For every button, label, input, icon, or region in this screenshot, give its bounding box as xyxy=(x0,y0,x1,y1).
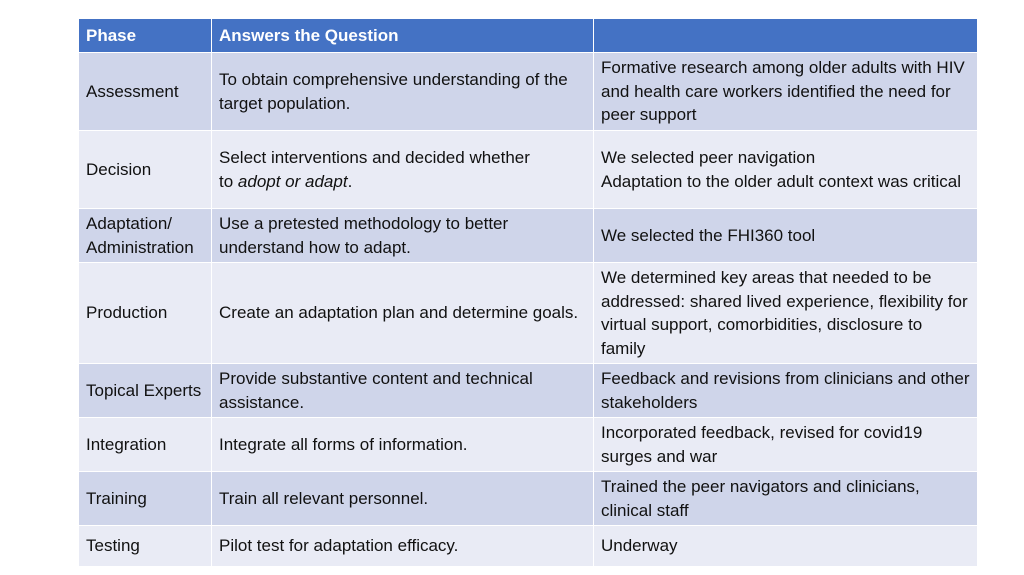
answer-line: Adaptation to the older adult context was critical xyxy=(601,171,962,191)
phase-cell: Integration xyxy=(79,418,212,472)
question-italic-text: adopt or adapt xyxy=(237,171,348,191)
phase-table-container xyxy=(78,18,977,567)
header-blank xyxy=(594,19,978,53)
question-cell: Pilot test for adaptation efficacy. xyxy=(212,526,594,567)
table-row xyxy=(79,263,978,364)
header-phase: Phase xyxy=(79,19,212,53)
answer-cell: Feedback and revisions from clinicians and other stakeholders xyxy=(594,364,978,418)
question-suffix: . xyxy=(347,171,353,191)
header-answers-the-question: Answers the Question xyxy=(212,19,594,53)
question-cell: Train all relevant personnel. xyxy=(212,472,594,526)
phase-cell: Decision xyxy=(79,131,212,209)
question-cell: Integrate all forms of information. xyxy=(212,418,594,472)
phase-cell: Assessment xyxy=(79,53,212,131)
question-cell: Provide substantive content and technical assistance. xyxy=(212,364,594,418)
question-line xyxy=(219,170,586,194)
table-row xyxy=(79,364,978,418)
table-row xyxy=(79,131,978,209)
phase-cell xyxy=(79,209,212,263)
question-cell: Create an adaptation plan and determine goals. xyxy=(212,263,594,364)
table-row xyxy=(79,53,978,131)
question-cell xyxy=(212,131,594,209)
answer-cell: We selected the FHI360 tool xyxy=(594,209,978,263)
answer-cell: Trained the peer navigators and clinicians, clinical staff xyxy=(594,472,978,526)
answer-cell: Incorporated feedback, revised for covid19 surges and war xyxy=(594,418,978,472)
phase-line: Adaptation/ xyxy=(86,214,173,233)
table-row xyxy=(79,209,978,263)
phase-cell: Topical Experts xyxy=(79,364,212,418)
table-row xyxy=(79,418,978,472)
phase-cell: Training xyxy=(79,472,212,526)
question-cell: To obtain comprehensive understanding of the target population. xyxy=(212,53,594,131)
answer-line: We selected peer navigation xyxy=(601,148,816,167)
table-row xyxy=(79,472,978,526)
answer-cell: We determined key areas that needed to be addressed: shared lived experience, flexibility for virtual support, comorbidities, disclosure to family xyxy=(594,263,978,364)
answer-cell: Formative research among older adults with HIV and health care workers identified the need for peer support xyxy=(594,53,978,131)
table-row xyxy=(79,526,978,567)
answer-cell: Underway xyxy=(594,526,978,567)
phase-cell: Production xyxy=(79,263,212,364)
phase-line: Administration xyxy=(86,237,194,257)
answer-cell xyxy=(594,131,978,209)
phase-cell: Testing xyxy=(79,526,212,567)
question-cell: Use a pretested methodology to better understand how to adapt. xyxy=(212,209,594,263)
phase-table xyxy=(78,18,978,567)
table-header-row xyxy=(79,19,978,53)
question-line: Select interventions and decided whether xyxy=(219,148,530,167)
question-prefix: to xyxy=(219,171,238,191)
